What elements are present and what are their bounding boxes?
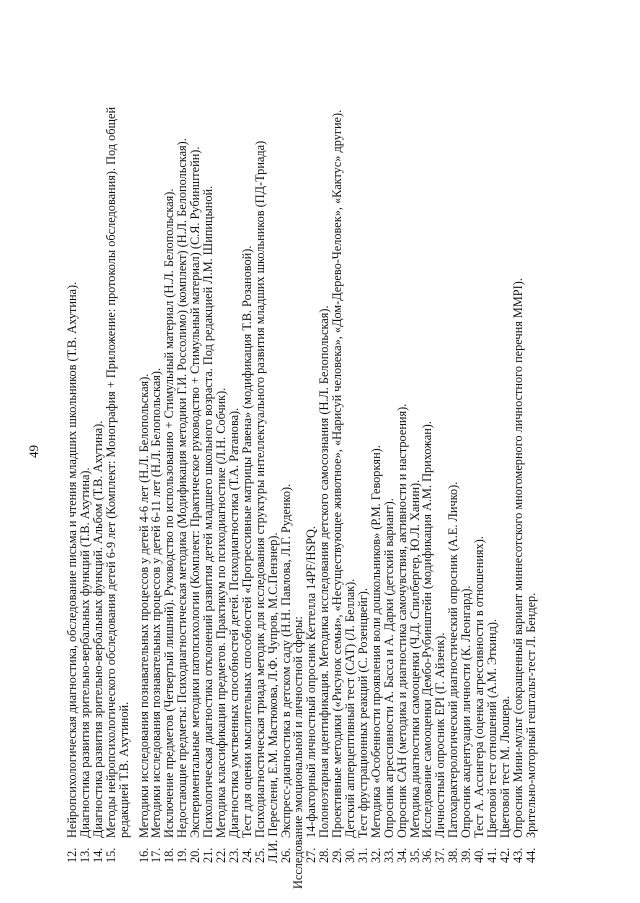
list-item-number: 32. (368, 847, 383, 863)
list-item (499, 14, 512, 863)
list-item (241, 14, 254, 863)
list-item-number: 21. (201, 847, 216, 863)
list-item-text: Методика классификации предметов. Практикум по психодиагностике (Л.Н. Собчик). (213, 387, 228, 838)
list-item-text: Диагностика развития зрительно-вербальных функций (Т.В. Ахутина). (77, 467, 92, 838)
list-item-number: 17. (149, 847, 164, 863)
list-item-text: Нейропсихологическая диагностика, обследование письма и чтения младших школьников (Т.В. Ахутина). (65, 281, 79, 838)
list-item (396, 14, 409, 863)
list-item-text: Личностный опросник EPI (Г. Айзенк). (433, 632, 448, 838)
list-item-number: 30. (343, 847, 358, 863)
list-item-text: Опросник САН (методика и диагностика самочувствия, активности и настроения). (394, 403, 409, 838)
list-item-text: 14-факторный личностный опросник Кеттелла 14PF/HSPQ. (304, 525, 319, 838)
list-item (486, 14, 499, 863)
list-item-text: Тест для оценки мыслительных способностей «Прогрессивные матрицы Равена» (модификация Т.В. Розановой). (239, 245, 254, 838)
list-item (66, 14, 79, 863)
list-item (370, 14, 383, 863)
list-item-text: Цветовой тест отношений (А.М. Эткинд). (485, 618, 499, 838)
list-item-text: Детский апперцептивный тест (САТ) (Л. Беллак). (343, 578, 358, 838)
list-item-number: 36. (420, 847, 435, 863)
list-item (344, 14, 357, 863)
list-item-text: Полоноэтарная идентификация. Методика исследования детского самосознания (Н.Л. Белопольская). (317, 305, 332, 838)
list-item-text: Цветовой тест М. Люшера. (497, 695, 512, 838)
list-item-number: 44. (523, 847, 538, 863)
list-item-text: Патохарактерологический диагностический опросник (А.Е. Личко). (446, 481, 461, 838)
list-item-number: 25. (252, 847, 267, 863)
list-group-neuropsychology (66, 14, 131, 863)
list-item (105, 14, 118, 863)
list-item-text: Психодиагностическая триада методик для исследования структуры интеллектуального развития младших школьников (ПД-Триада) (252, 140, 267, 838)
list-item (383, 14, 396, 863)
list-item-number: 27. (304, 847, 319, 863)
list-item-number: 43. (510, 847, 525, 863)
list-item-text: Экспериментальные методики патопсихологии (Комплект: Практическое руководство + Стимульный материал) (С.Я. Рубинштейн). (188, 146, 203, 838)
list-item-number: 40. (472, 847, 487, 863)
list-item-text: Методы нейропсихологического обследования детей 6-9 лет (Комплект: Монография + Приложение: протоколы обследования). Под общей (103, 106, 118, 838)
list-item-text: Тест фрустрационных реакций (С. Розенцвейг). (355, 588, 370, 838)
list-item-number: 23. (226, 847, 241, 863)
list-item-text: Исследование самооценки Дембо-Рубинштейн (модификация А.М. Прихожан). (420, 421, 435, 838)
list-item-text: Методика диагностики самооценки (Ч.Д. Спилбергер, Ю.Л. Ханин). (407, 479, 422, 838)
list-group-emotional-personal (305, 14, 537, 863)
list-item-number: 31. (355, 847, 370, 863)
list-item (525, 14, 538, 863)
list-item-text: Исключение предметов (Четвертый лишний). Руководство по использованию + Стимульный материал (Н.Л. Белопольская). (162, 188, 177, 838)
section-heading: Исследование эмоциональной и личностной сферы: (291, 616, 306, 889)
list-item-text: Опросник акцентуации личности (К. Леонгард). (459, 585, 474, 838)
list-item-number: 26. (278, 847, 293, 863)
list-item (92, 14, 105, 863)
list-item-number: 35. (407, 847, 422, 863)
list-item-text: Методики исследования познавательных процессов у детей 4-6 лет (Н.Л. Белопольская). (136, 373, 151, 838)
list-item (215, 14, 228, 863)
list-item-number: 28. (317, 847, 332, 863)
methods-list (65, 14, 538, 889)
list-item-number: 16. (136, 847, 151, 863)
list-item-number: 29. (330, 847, 345, 863)
list-item-text: Методики исследования познавательных процессов у детей 6-11 лет (Н.Л. Белопольская). (149, 367, 164, 838)
list-item-text: Тест А. Ассингера (оценка агрессивности в отношениях). (472, 536, 487, 838)
list-item-number: 42. (497, 847, 512, 863)
list-item-number: 18. (162, 847, 177, 863)
list-item (228, 14, 241, 863)
list-item-text: Недостающие предметы: Психодиагностическая методика (Модификация методики Г.И. Россолимо) (комплект) (Н.Л. Белопольская). (175, 138, 190, 838)
list-item-text: Методика «Особенности проявления воли дошкольников» (Р.М. Геворкян). (368, 445, 383, 838)
list-item-number: 38. (446, 847, 461, 863)
list-item (512, 14, 525, 863)
list-item-number: 13. (77, 847, 92, 863)
list-item-continuation: Л.И. Переслени, Е.М. Мастюкова, Л.Ф. Чупров, М.С.Пензнер). (265, 532, 280, 863)
list-item-continuation: редакцией Т.В. Ахутиной. (116, 701, 131, 838)
list-item-number: 14. (90, 847, 105, 863)
list-group-cognitive (138, 14, 293, 863)
page-number: 49 (26, 445, 41, 458)
list-item-number: 24. (239, 847, 254, 863)
list-item-number: 12. (65, 847, 79, 863)
list-item-number: 22. (213, 847, 228, 863)
list-item-number: 34. (394, 847, 409, 863)
list-item-text: Проективные методики («Рисунок семьи», «Несуществующее животное», «Нарисуй человека», «Дом-Дерево-Человек», «Кактус» другие). (330, 109, 345, 838)
list-item (79, 14, 92, 863)
list-item-number: 15. (103, 847, 118, 863)
list-item-text: Диагностика развития зрительно-вербальных функций. Альбом (Т.В. Ахутина). (90, 420, 105, 838)
list-item-text: Зрительно-моторный гештальт-тест Л. Бендер. (523, 592, 538, 838)
list-item-text: Психологическая диагностика отклонений развития детей младшего школьного возраста. Под редакцией Л.М. Шипицыной. (201, 185, 216, 838)
list-item (357, 14, 370, 863)
list-item-number: 41. (485, 847, 499, 863)
list-item-text: Диагностика умственных способностей детей. Психодиагностика (Т.А. Ратанова). (226, 407, 241, 838)
list-item-number: 33. (381, 847, 396, 863)
list-item-number: 39. (459, 847, 474, 863)
list-item-number: 20. (188, 847, 203, 863)
list-item-number: 37. (433, 847, 448, 863)
list-item-number: 19. (175, 847, 190, 863)
list-item-text: Экспресс-диагностика в детском саду (Н.Н. Павлова, Л.Г. Руденко). (278, 483, 293, 838)
list-item-text: Опросник Мини-мульт (сокращенный вариант миннесотского многомерного личностного перечня MMPI). (510, 278, 525, 838)
list-item (254, 14, 267, 863)
list-item-text: Опросник агрессивности А. Басса и А. Дарки (детский вариант). (381, 498, 396, 838)
